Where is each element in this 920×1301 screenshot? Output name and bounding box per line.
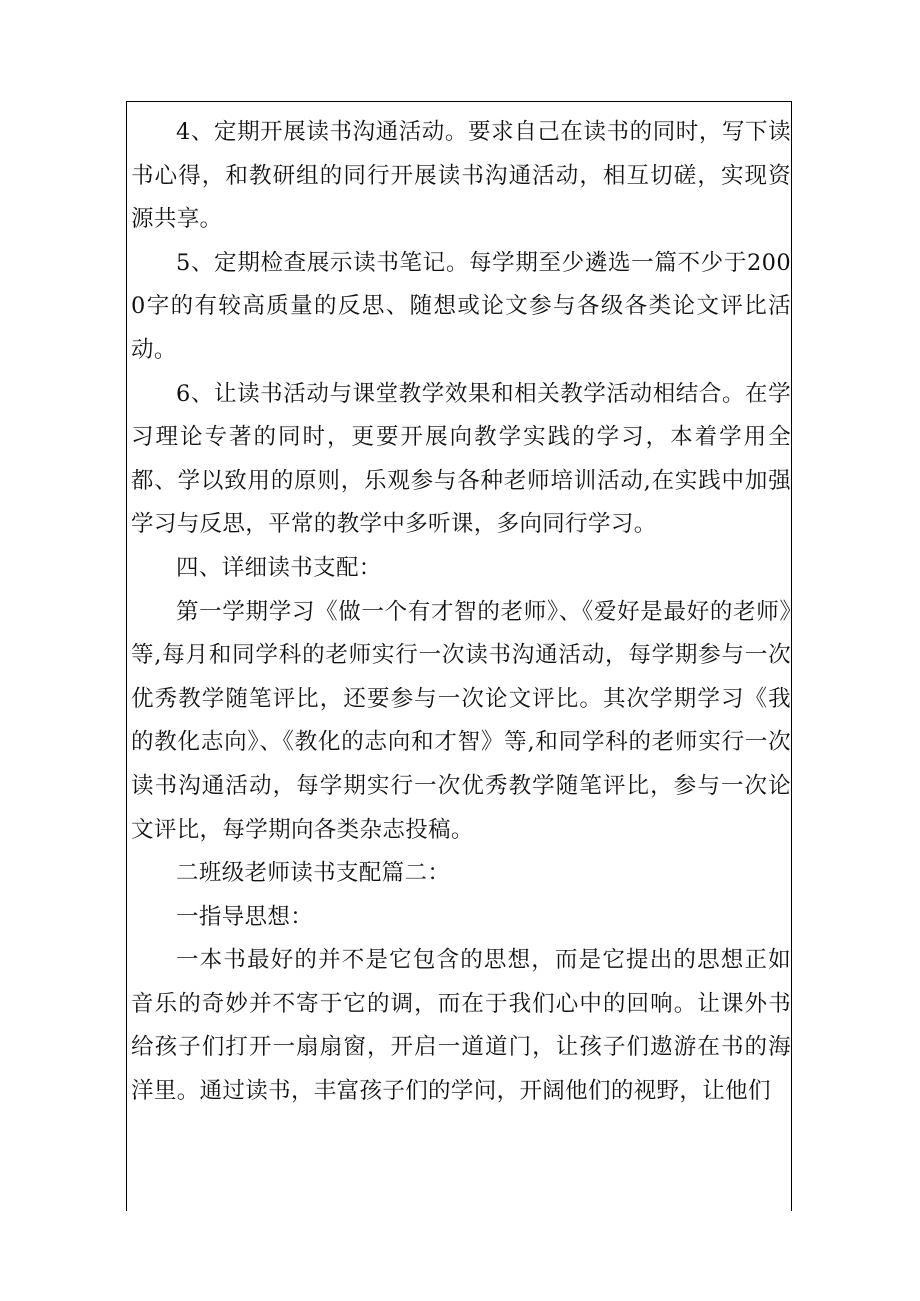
paragraph-semester-plan: 第一学期学习《做一个有才智的老师》、《爱好是最好的老师》等,每月和同学科的老师实行一次读书沟通活动，每学期参与一次优秀教学随笔评比，还要参与一次论文评比。其次学期学习《我的教化志向》、《教化的志向和才智》等,和同学科的老师实行一次读书沟通活动，每学期实行一次优秀教学随笔评比，参与一次论文评比，每学期向各类杂志投稿。 bbox=[131, 598, 791, 843]
paragraph-item-5: 5、定期检查展示读书笔记。每学期至少遴选一篇不少于2000字的有较高质量的反思、随想或论文参与各级各类论文评比活动。 bbox=[131, 249, 791, 363]
article-heading-part-two: 二班级老师读书支配篇二： bbox=[176, 860, 451, 887]
paragraph-guiding-thought: 一本书最好的并不是它包含的思想，而是它提出的思想正如音乐的奇妙并不寄于它的调，而在于我们心中的回响。让课外书给孩子们打开一扇扇窗，开启一道道门，让孩子们遨游在书的海洋里。通过读书，丰富孩子们的学问，开阔他们的视野，让他们 bbox=[131, 947, 791, 1105]
section-heading-reading-plan: 四、详细读书支配： bbox=[176, 554, 382, 581]
document-body bbox=[127, 111, 792, 1114]
document-frame bbox=[126, 101, 792, 1211]
paragraph-item-4: 4、定期开展读书沟通活动。要求自己在读书的同时，写下读书心得，和教研组的同行开展读书沟通活动，相互切磋，实现资源共享。 bbox=[131, 119, 791, 233]
paragraph-item-6: 6、让读书活动与课堂教学效果和相关教学活动相结合。在学习理论专著的同时，更要开展向教学实践的学习，本着学用全都、学以致用的原则，乐观参与各种老师培训活动,在实践中加强学习与反思，平常的教学中多听课，多向同行学习。 bbox=[131, 380, 791, 538]
section-heading-guiding-thought: 一指导思想： bbox=[176, 903, 314, 930]
